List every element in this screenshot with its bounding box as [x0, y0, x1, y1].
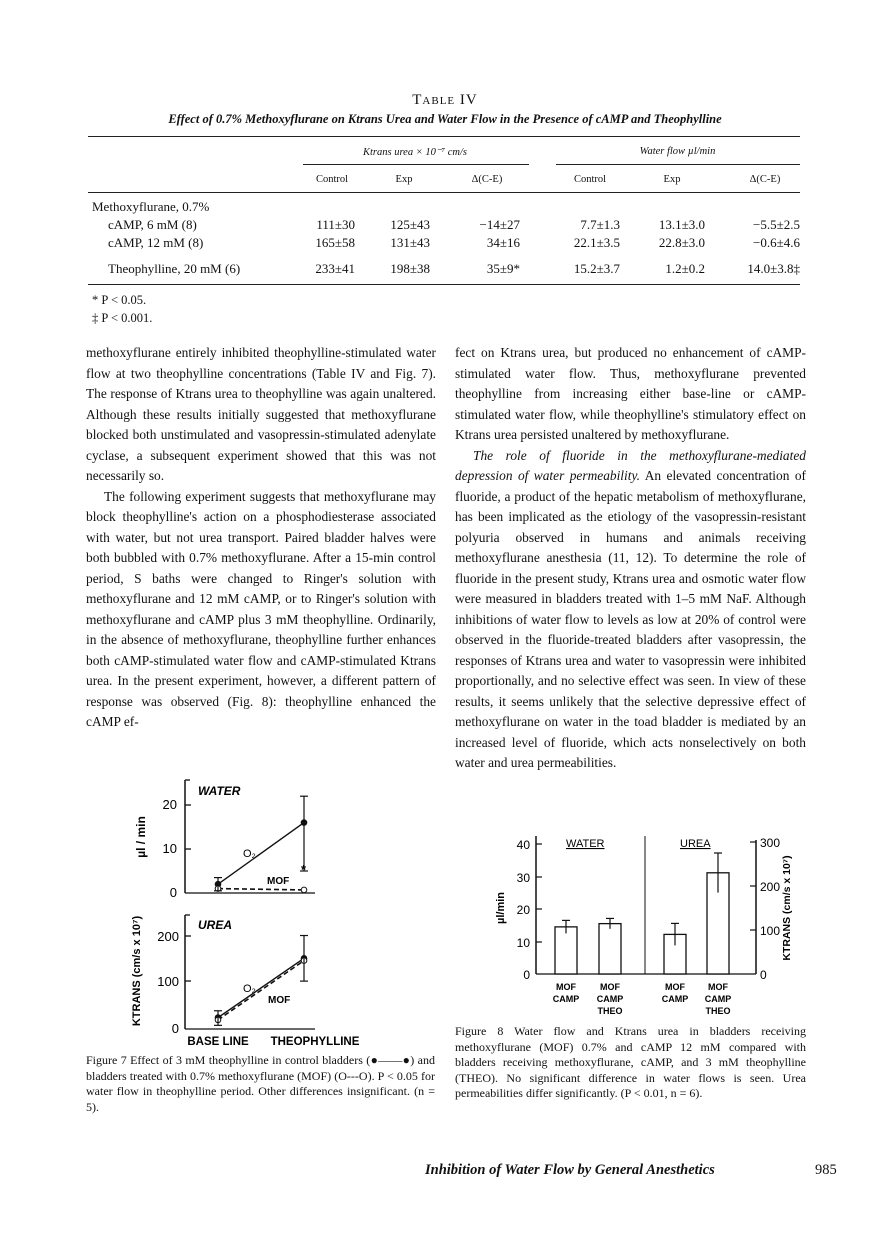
fig7-y2-tick: 100	[157, 974, 179, 989]
fig8-water-label: WATER	[566, 838, 605, 850]
table-cell: 14.0±3.8‡	[747, 261, 800, 276]
table-cell: 233±41	[315, 261, 355, 276]
table-footnote: * P < 0.05.	[92, 293, 147, 307]
table-group-water: Water flow µl/min	[639, 146, 716, 157]
table-cell: 1.2±0.2	[665, 261, 705, 276]
table-cell: 22.8±3.0	[658, 235, 705, 250]
table-cell: 111±30	[316, 217, 355, 232]
fig8-right-tick: 100	[760, 924, 781, 938]
fig8-bar-label: CAMP	[661, 994, 689, 1004]
table-cell: 131±43	[390, 235, 430, 250]
fig8-left-tick: 0	[523, 968, 530, 982]
left-column	[86, 343, 436, 733]
table-group-ktrans: Ktrans urea × 10⁻⁷ cm/s	[363, 147, 467, 158]
paragraph: methoxyflurane entirely inhibited theophylline-stimulated water flow at two theophylline concentrations (Table IV and Fig. 7). The response of Ktrans urea to theophylline was again unaltered. Although these results initially suggested that methoxyflurane blocked both unstimulated and vasopressin-stimulated adenylate cyclase, a subsequent experiment showed that this was not necessarily so.	[86, 345, 436, 483]
table-rule-mid	[88, 192, 800, 193]
fig8-left-tick: 30	[516, 871, 530, 885]
table-cell: 35±9*	[486, 261, 520, 276]
fig7-y1-tick: 0	[169, 885, 177, 900]
fig8-bar-label: CAMP	[704, 994, 732, 1004]
table-col-control2: Control	[573, 174, 607, 185]
table-cell: 198±38	[390, 261, 430, 276]
fig7-mof-line	[218, 889, 304, 890]
table-rule-g1	[303, 164, 529, 165]
fig7-urea-label: UREA	[198, 918, 233, 932]
table-cell: 13.1±3.0	[658, 217, 705, 232]
fig8-left-tick: 40	[516, 838, 530, 852]
table-footnote: ‡ P < 0.001.	[92, 311, 153, 325]
paragraph	[455, 446, 806, 774]
fig7-y2-label: KTRANS (cm/s x 10⁷)	[131, 915, 143, 1027]
table-cell: −5.5±2.5	[753, 217, 800, 232]
table-cell: −14±27	[479, 217, 520, 232]
table-row-label: cAMP, 12 mM (8)	[108, 235, 204, 250]
table-cell: 15.2±3.7	[573, 261, 620, 276]
fig7-o2-label-urea: O₂	[243, 983, 256, 995]
figure-8-caption: Figure 8 Water flow and Ktrans urea in bladders receiving methoxyflurane (MOF) 0.7% and cAMP 12 mM compared with bladders receiving methoxyflurane, cAMP, and 3 mM theophylline (THEO). No significant difference in water flows is seen. Urea permeabilities differ significantly. (P < 0.01, n = 6).	[455, 1024, 806, 1100]
figure-7-caption: Figure 7 Effect of 3 mM theophylline in control bladders (●——●) and bladders treated with 0.7% methoxyflurane (MOF) (O---O). P < 0.05 for water flow in theophylline period. Other differences insignificant. (n = 5).	[86, 1053, 435, 1114]
fig7-y2-tick: 0	[171, 1021, 179, 1036]
fig8-bar-label: CAMP	[596, 994, 624, 1004]
figure-8	[490, 828, 800, 1016]
fig8-left-tick: 10	[516, 936, 530, 950]
fig8-right-label: KTRANS (cm/s x 10⁷)	[781, 855, 793, 961]
fig7-x-label: BASE LINE	[187, 1036, 249, 1048]
fig7-mof-point	[301, 887, 307, 893]
fig8-bar-label: THEO	[705, 1006, 731, 1016]
figure-7	[125, 775, 375, 1050]
table-cell: 22.1±3.5	[573, 235, 620, 250]
table-row-label: cAMP, 6 mM (8)	[108, 217, 197, 232]
fig8-right-ticks	[750, 842, 756, 930]
fig7-mof-label-urea: MOF	[268, 995, 291, 1006]
table-row-label: Theophylline, 20 mM (6)	[108, 261, 241, 276]
table-col-delta: Δ(C-E)	[471, 174, 503, 185]
fig8-bar-label: MOF	[556, 982, 576, 992]
fig8-bar-label: THEO	[597, 1006, 623, 1016]
fig8-bar-label: CAMP	[552, 994, 580, 1004]
page-number: 985	[815, 1162, 837, 1178]
table-title: Table IV	[412, 92, 478, 108]
fig7-y1-label: µl / min	[134, 816, 148, 858]
fig8-right-tick: 300	[760, 836, 781, 850]
fig7-y1-tick: 20	[162, 797, 177, 812]
section-heading: The role of fluoride in the methoxyflurane-mediated depression of water permeability.	[455, 447, 806, 483]
table-caption: Effect of 0.7% Methoxyflurane on Ktrans Urea and Water Flow in the Presence of cAMP and Theophylline	[168, 112, 722, 126]
fig7-o2-label: O₂	[243, 848, 256, 860]
table-col-exp2: Exp	[663, 174, 681, 185]
fig8-left-ticks	[536, 844, 542, 942]
fig7-y2-tick: 200	[157, 929, 179, 944]
fig8-left-tick: 20	[516, 903, 530, 917]
table-rule-top	[88, 136, 800, 137]
fig8-bar	[599, 924, 621, 974]
fig8-bar-label: MOF	[665, 982, 685, 992]
fig7-o2-line	[218, 823, 304, 885]
table-cell: 165±58	[315, 235, 355, 250]
table-rule-g2	[556, 164, 800, 165]
fig8-bar	[555, 927, 577, 974]
paragraph-body: An elevated concentration of fluoride, a product of the hepatic metabolism of methoxyflurane, has been implicated as the etiology of the vasopressin-resistant polyuria observed in humans and animals receiving methoxyflurane anesthesia (11, 12). To determine the role of fluoride in the present study, Ktrans urea and osmotic water flow were measured in bladders treated with 1–5 mM NaF. Although inhibitions of water flow to levels as low at 20% of control were observed in the fluoride-treated bladders after vasopressin, the responses of Ktrans urea and water to vasopressin were inhibited proportionally, and no selective effect was seen. In view of these results, it seems unlikely that the selective depressive effect of methoxyflurane on water in the toad bladder is mediated by an increased level of fluoride, which acts nonselectively on both water and urea permeabilities.	[455, 468, 806, 770]
table-cell: 7.7±1.3	[580, 217, 620, 232]
fig7-y1-tick: 10	[162, 841, 177, 856]
fig8-urea-label: UREA	[680, 838, 711, 850]
table-col-delta2: Δ(C-E)	[749, 174, 781, 185]
table-cell: −0.6±4.6	[753, 235, 800, 250]
fig7-mof-label: MOF	[267, 876, 290, 887]
fig7-o2-line	[218, 958, 304, 1017]
fig7-star: *	[301, 862, 307, 877]
fig8-right-tick: 0	[760, 968, 767, 982]
table-rule-bottom	[88, 284, 800, 285]
table-cell: 34±16	[486, 235, 520, 250]
fig7-x-label: THEOPHYLLINE	[270, 1036, 360, 1048]
right-column	[455, 343, 806, 774]
fig7-water-label: WATER	[198, 784, 241, 798]
paragraph: fect on Ktrans urea, but produced no enhancement of cAMP-stimulated water flow. Thus, methoxyflurane prevented theophylline from increasing either base-line or cAMP-stimulated water flow, while theophylline's stimulatory effect on Ktrans urea persisted unaltered by methoxyflurane.	[455, 345, 806, 442]
paragraph: The following experiment suggests that methoxyflurane may block theophylline's action on a phosphodiesterase associated with water, but not urea transport. Paired bladder halves were both bubbled with 0.7% methoxyflurane. After a 15-min control period, S baths were changed to Ringer's solution with methoxyflurane and 12 mM cAMP, or to Ringer's solution with methoxyflurane and cAMP plus 3 mM theophylline. Ordinarily, in the absence of methoxyflurane, theophylline further enhances both cAMP-stimulated water flow and cAMP-stimulated Ktrans urea. In the present experiment, however, a different pattern of response was observed (Fig. 8): theophylline enhanced the cAMP ef-	[86, 488, 436, 729]
fig8-bar-label: MOF	[708, 982, 728, 992]
fig7-mof-line	[218, 961, 304, 1020]
table-section: Methoxyflurane, 0.7%	[92, 199, 210, 214]
table-col-control: Control	[315, 174, 349, 185]
fig8-right-tick: 200	[760, 880, 781, 894]
table-col-exp: Exp	[395, 174, 413, 185]
fig8-left-label: µl/min	[495, 891, 507, 925]
fig8-bar-label: MOF	[600, 982, 620, 992]
table-cell: 125±43	[390, 217, 430, 232]
running-title: Inhibition of Water Flow by General Anesthetics	[425, 1162, 715, 1178]
